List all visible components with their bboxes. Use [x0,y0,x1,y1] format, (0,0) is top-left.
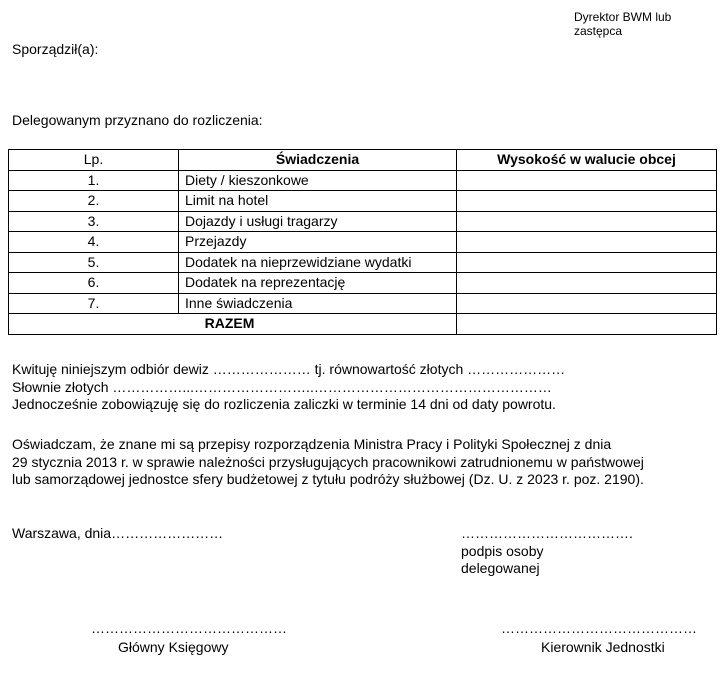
row-lp: 4. [9,232,179,253]
receipt-line-3: Jednocześnie zobowiązuję się do rozliczenia zaliczki w terminie 14 dni od daty powrotu. [12,396,556,412]
row-item: Przejazdy [179,232,457,253]
prepared-by-label: Sporządził(a): [12,41,99,57]
table-row [9,232,717,253]
place-date-field: Warszawa, dnia…………………… [12,525,224,541]
declaration-line-1: Oświadczam, że znane mi są przepisy rozporządzenia Ministra Pracy i Polityki Społecznej z dnia [12,436,612,452]
table-row [9,293,717,314]
declaration-block [12,436,644,489]
approver-line-1: Dyrektor BWM lub [574,10,672,24]
row-lp: 6. [9,273,179,294]
accountant-signature-line: …………………………………… [91,620,287,636]
intro-text: Delegowanym przyznano do rozliczenia: [12,112,263,128]
accountant-label: Główny Księgowy [118,639,229,655]
row-lp: 5. [9,252,179,273]
row-lp: 7. [9,293,179,314]
row-amount[interactable] [457,211,717,232]
declaration-line-2: 29 stycznia 2013 r. w sprawie należności przysługujących pracownikowi zatrudnionemu w państwowej [12,453,644,470]
total-amount[interactable] [457,314,717,335]
approver-line-2: zastępca [574,24,623,38]
receipt-line-1: Kwituję niniejszym odbiór dewiz ………………… tj. równowartość złotych ………………… [12,361,566,377]
total-label: RAZEM [9,314,457,335]
row-item: Dodatek na reprezentację [179,273,457,294]
row-item: Diety / kieszonkowe [179,170,457,191]
manager-signature-line: …………………………………… [501,620,697,636]
table-row [9,252,717,273]
receipt-line-2: Słownie złotych ……………...……………………..…………………………………………… [12,378,552,395]
header-benefits: Świadczenia [179,150,457,171]
delegate-label-line-1: podpis osoby [461,542,544,559]
row-item: Inne świadczenia [179,293,457,314]
delegate-label-line-2: delegowanej [461,560,540,576]
header-lp: Lp. [9,150,179,171]
row-amount[interactable] [457,273,717,294]
row-item: Limit na hotel [179,191,457,212]
row-amount[interactable] [457,191,717,212]
table-row [9,191,717,212]
table-total-row [9,314,717,335]
row-item: Dojazdy i usługi tragarzy [179,211,457,232]
row-lp: 1. [9,170,179,191]
row-amount[interactable] [457,232,717,253]
delegate-signature-line: ………………………………. [461,525,633,541]
header-amount: Wysokość w walucie obcej [457,150,717,171]
approver-title [574,10,671,38]
table-header-row [9,150,717,171]
manager-label: Kierownik Jednostki [541,639,665,655]
row-item: Dodatek na nieprzewidziane wydatki [179,252,457,273]
row-amount[interactable] [457,293,717,314]
row-lp: 2. [9,191,179,212]
benefits-table [8,149,717,335]
row-amount[interactable] [457,252,717,273]
row-amount[interactable] [457,170,717,191]
row-lp: 3. [9,211,179,232]
declaration-line-3: lub samorządowej jednostce sfery budżetowej z tytułu podróży służbowej (Dz. U. z 2023 r. poz. 2190). [12,471,644,487]
table-row [9,273,717,294]
delegate-signature [461,525,633,578]
receipt-block [12,361,565,414]
table-row [9,170,717,191]
table-row [9,211,717,232]
